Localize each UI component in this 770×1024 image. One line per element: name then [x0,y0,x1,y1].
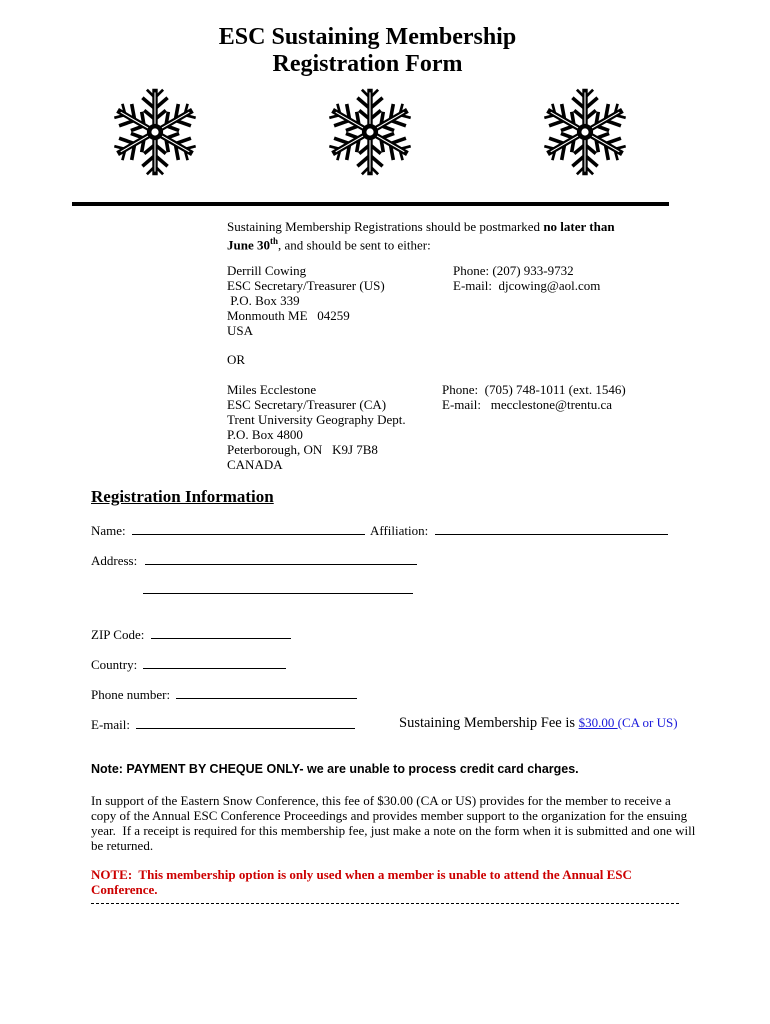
country-field[interactable] [91,656,286,673]
fee-text: Sustaining Membership Fee is [399,715,579,731]
contact-ca-box: P.O. Box 4800 [227,427,303,442]
membership-fee [399,714,678,732]
phone-line[interactable] [176,686,357,699]
contact-us-name: Derrill Cowing [227,263,307,278]
page-title-line2: Registration Form [272,51,463,77]
support-line-4: be returned. [91,838,154,853]
zip-label: ZIP Code: [91,627,145,642]
contact-us-box: P.O. Box 339 [227,293,300,308]
contact-us-email: E-mail: djcowing@aol.com [453,278,601,293]
address-label: Address: [91,553,138,568]
name-line[interactable] [132,522,365,535]
intro-sup: th [269,236,278,246]
address-line-1[interactable] [145,552,417,565]
phone-field[interactable] [91,686,357,703]
intro-after: , and should be sent to either: [278,237,431,253]
support-line-1: In support of the Eastern Snow Conference, this fee of $30.00 (CA or US) provides for the member to receive a [91,793,671,808]
address-field[interactable] [91,552,417,569]
zip-line[interactable] [151,626,291,639]
email-line[interactable] [136,716,355,729]
contact-us-city: Monmouth ME 04259 [227,308,350,323]
affiliation-line[interactable] [435,522,668,535]
contact-us-role: ESC Secretary/Treasurer (US) [227,278,385,293]
zip-field[interactable] [91,626,291,643]
payment-note: Note: PAYMENT BY CHEQUE ONLY- we are unable to process credit card charges. [91,762,579,776]
snowflake-icon [110,82,200,182]
contact-ca-dept: Trent University Geography Dept. [227,412,406,427]
snowflake-icon [540,82,630,182]
name-label: Name: [91,523,126,538]
contact-ca-email: E-mail: mecclestone@trentu.ca [442,397,613,412]
contact-ca-city: Peterborough, ON K9J 7B8 [227,442,378,457]
red-note-line-2: Conference. [91,882,158,897]
contact-ca [227,382,406,472]
affiliation-field[interactable] [370,522,668,539]
fee-currency: (CA or US) [617,715,678,730]
support-paragraph [91,793,696,853]
email-label: E-mail: [91,717,130,732]
contact-ca-country: CANADA [227,457,283,472]
support-line-2: copy of the Annual ESC Conference Proceedings and provides member support to the organization for the ensuing [91,808,688,823]
contact-ca-role: ESC Secretary/Treasurer (CA) [227,397,387,412]
contact-us-phone-block [453,263,600,293]
support-line-3: year. If a receipt is required for this membership fee, just make a note on the form when it is submitted and one will [91,823,696,838]
red-note-line-1: NOTE: This membership option is only used when a member is unable to attend the Annual ESC [91,867,632,882]
contact-ca-phone-block [442,382,626,412]
header-divider [72,202,669,206]
page-title-line1: ESC Sustaining Membership [218,24,517,50]
cut-line [91,903,679,904]
phone-label: Phone number: [91,687,171,702]
address-line-2[interactable] [143,581,413,594]
fee-amount-link[interactable]: $30.00 [578,715,618,730]
red-note [91,867,691,897]
email-field[interactable] [91,716,355,733]
affiliation-label: Affiliation: [370,523,429,538]
country-line[interactable] [143,656,286,669]
snowflake-icon [325,82,415,182]
registration-heading: Registration Information [91,487,274,506]
contact-ca-phone: Phone: (705) 748-1011 (ext. 1546) [442,382,626,397]
contact-us [227,263,385,338]
contact-us-phone: Phone: (207) 933-9732 [453,263,574,278]
contact-ca-name: Miles Ecclestone [227,382,317,397]
intro-text: Sustaining Membership Registrations should be postmarked [227,219,544,234]
name-field[interactable] [91,522,365,539]
or-separator: OR [227,352,246,367]
intro-paragraph [227,219,647,252]
country-label: Country: [91,657,138,672]
contact-us-country: USA [227,323,254,338]
intro-deadline-2: June 30 [227,237,270,253]
intro-deadline-1: no later than [543,219,615,234]
